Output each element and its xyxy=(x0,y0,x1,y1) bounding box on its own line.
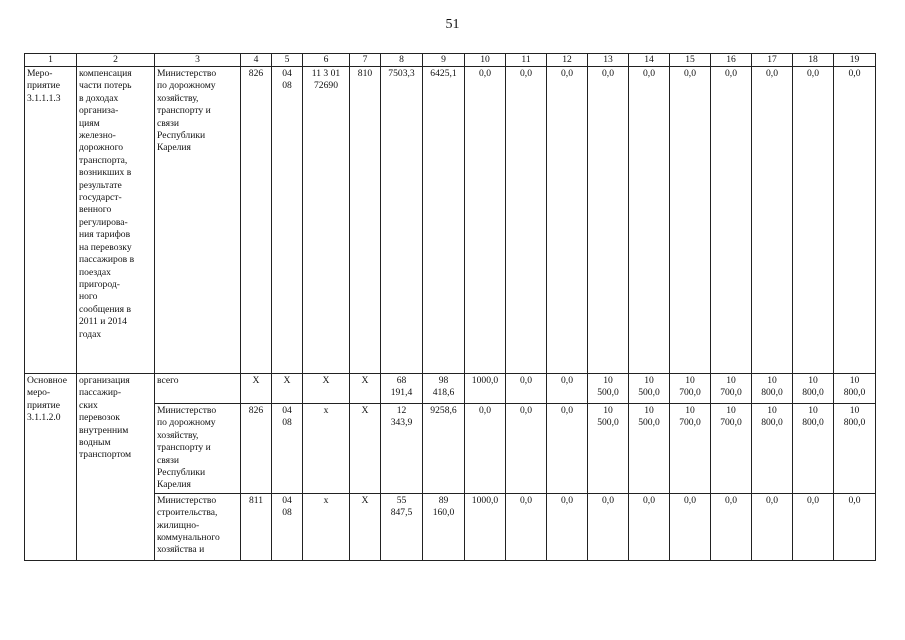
table-cell: х xyxy=(303,493,350,560)
table-cell: 0,0 xyxy=(547,67,588,374)
table-cell: Х xyxy=(303,374,350,404)
table-row xyxy=(25,374,876,404)
table-cell: 10 800,0 xyxy=(752,404,793,494)
column-header: 2 xyxy=(77,54,155,67)
table-cell: Х xyxy=(241,374,272,404)
table-cell: 0,0 xyxy=(506,404,547,494)
table-cell: 0,0 xyxy=(834,493,876,560)
measure-name-cell: компенсация части потерь в доходах организа- циям железно- дорожного транспорта, возникших в результате государст- венного регулирова- ния тарифов на перевозку пассажиров в поездах пригород- ного сообщения в 2011 и 2014 годах xyxy=(77,67,155,374)
table-cell: 826 xyxy=(241,67,272,374)
table-cell: Х xyxy=(350,374,381,404)
column-header: 14 xyxy=(629,54,670,67)
table-cell: 04 08 xyxy=(272,404,303,494)
table-cell: 11 3 01 72690 xyxy=(303,67,350,374)
column-header: 17 xyxy=(752,54,793,67)
column-header: 19 xyxy=(834,54,876,67)
column-header: 11 xyxy=(506,54,547,67)
table-cell: 0,0 xyxy=(506,493,547,560)
table-cell: 826 xyxy=(241,404,272,494)
column-header: 1 xyxy=(25,54,77,67)
table-cell: 68 191,4 xyxy=(381,374,423,404)
table-cell: 6425,1 xyxy=(423,67,465,374)
table-cell: 0,0 xyxy=(465,404,506,494)
table-cell: 1000,0 xyxy=(465,493,506,560)
column-header: 6 xyxy=(303,54,350,67)
table-cell: 0,0 xyxy=(547,493,588,560)
column-header: 16 xyxy=(711,54,752,67)
table-cell: 0,0 xyxy=(752,67,793,374)
table-cell: 0,0 xyxy=(547,404,588,494)
table-cell: 7503,3 xyxy=(381,67,423,374)
table-cell: 0,0 xyxy=(506,67,547,374)
table-cell: 0,0 xyxy=(670,493,711,560)
measure-code-cell: Меро- приятие 3.1.1.1.3 xyxy=(25,67,77,374)
column-header: 3 xyxy=(155,54,241,67)
column-header: 8 xyxy=(381,54,423,67)
column-header: 9 xyxy=(423,54,465,67)
table-cell: 10 800,0 xyxy=(752,374,793,404)
column-header: 15 xyxy=(670,54,711,67)
table-cell: 10 700,0 xyxy=(670,404,711,494)
table-cell: Х xyxy=(350,404,381,494)
table-cell: 10 800,0 xyxy=(793,404,834,494)
table-cell: 0,0 xyxy=(834,67,876,374)
table-cell: 10 700,0 xyxy=(670,374,711,404)
measure-code-cell: Основное меро- приятие 3.1.1.2.0 xyxy=(25,374,77,561)
table-cell: 10 500,0 xyxy=(629,404,670,494)
table-cell: 1000,0 xyxy=(465,374,506,404)
table-row xyxy=(25,67,876,374)
column-header: 12 xyxy=(547,54,588,67)
table-cell: 9258,6 xyxy=(423,404,465,494)
column-header: 5 xyxy=(272,54,303,67)
table-cell: 0,0 xyxy=(588,67,629,374)
table-cell: 0,0 xyxy=(465,67,506,374)
table-cell: 98 418,6 xyxy=(423,374,465,404)
measure-name-cell: организация пассажир- ских перевозок внутренним водным транспортом xyxy=(77,374,155,561)
executor-cell: всего xyxy=(155,374,241,404)
table-cell: 0,0 xyxy=(506,374,547,404)
column-header: 10 xyxy=(465,54,506,67)
table-cell: 10 700,0 xyxy=(711,374,752,404)
executor-cell: Министерство по дорожному хозяйству, транспорту и связи Республики Карелия xyxy=(155,67,241,374)
table-cell: 04 08 xyxy=(272,493,303,560)
table-cell: 10 500,0 xyxy=(588,374,629,404)
table-cell: 10 500,0 xyxy=(588,404,629,494)
table-cell: 0,0 xyxy=(711,67,752,374)
table-cell: 0,0 xyxy=(547,374,588,404)
table-cell: 89 160,0 xyxy=(423,493,465,560)
executor-cell: Министерство строительства, жилищно- коммунального хозяйства и xyxy=(155,493,241,560)
table-cell: 0,0 xyxy=(670,67,711,374)
table-cell: 10 500,0 xyxy=(629,374,670,404)
executor-cell: Министерство по дорожному хозяйству, транспорту и связи Республики Карелия xyxy=(155,404,241,494)
table-cell: 811 xyxy=(241,493,272,560)
table-cell: 10 800,0 xyxy=(834,404,876,494)
column-header: 13 xyxy=(588,54,629,67)
table-cell: 04 08 xyxy=(272,67,303,374)
table-cell: Х xyxy=(272,374,303,404)
table-cell: 0,0 xyxy=(793,493,834,560)
budget-table xyxy=(24,53,876,561)
table-cell: 10 700,0 xyxy=(711,404,752,494)
column-header: 18 xyxy=(793,54,834,67)
column-header: 4 xyxy=(241,54,272,67)
table-cell: 0,0 xyxy=(752,493,793,560)
table-cell: 0,0 xyxy=(793,67,834,374)
table-cell: 0,0 xyxy=(629,67,670,374)
table-cell: 12 343,9 xyxy=(381,404,423,494)
page-number: 51 xyxy=(445,17,460,32)
table-cell: 10 800,0 xyxy=(793,374,834,404)
column-header: 7 xyxy=(350,54,381,67)
table-cell: 810 xyxy=(350,67,381,374)
table-cell: 55 847,5 xyxy=(381,493,423,560)
table-cell: х xyxy=(303,404,350,494)
table-cell: 0,0 xyxy=(711,493,752,560)
table-cell: 0,0 xyxy=(629,493,670,560)
table-cell: 10 800,0 xyxy=(834,374,876,404)
table-cell: Х xyxy=(350,493,381,560)
table-cell: 0,0 xyxy=(588,493,629,560)
header-row xyxy=(25,54,876,67)
